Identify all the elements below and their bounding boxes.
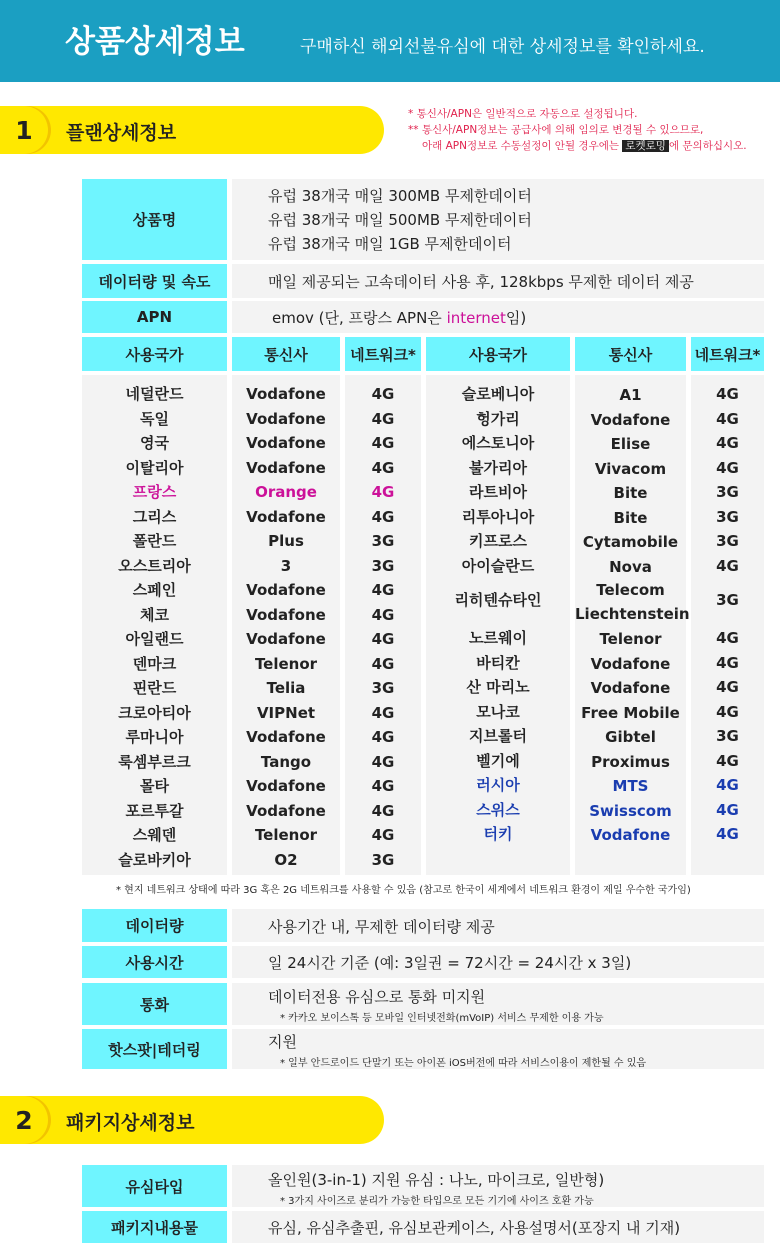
country-cell: 폴란드 — [132, 532, 177, 550]
section2-header — [0, 1096, 384, 1144]
section1-number: 1 — [0, 106, 48, 154]
carrier-cell: Vodafone — [246, 605, 326, 624]
country-cell: 오스트리아 — [118, 556, 191, 575]
network-cell: 4G — [716, 409, 739, 428]
country-cell: 키프로스 — [469, 532, 527, 550]
network-cell: 4G — [371, 630, 395, 648]
country-cell: 아이슬란드 — [461, 556, 535, 575]
col-header-network: 네트워크* — [691, 337, 764, 371]
data-value: 사용기간 내, 무제한 데이터량 제공 — [268, 918, 495, 936]
apn-label: APN — [82, 301, 227, 333]
network-cell: 3G — [716, 532, 739, 550]
country-cell: 벨기에 — [476, 751, 520, 770]
apn-pre: emov (단, 프랑스 APN은 — [272, 309, 447, 327]
network-cell: 4G — [716, 629, 739, 647]
product-label: 상품명 — [82, 179, 227, 260]
apn-note-3 — [408, 138, 747, 154]
sim-note: * 3가지 사이즈로 분리가 가능한 타입으로 모든 기기에 사이즈 호환 가능 — [280, 1196, 594, 1207]
col-header-country: 사용국가 — [426, 337, 570, 371]
carrier-cell: Swisscom — [589, 801, 672, 820]
page-header — [0, 0, 780, 82]
country-cell: 모나코 — [476, 702, 520, 721]
country-cell: 스위스 — [476, 800, 520, 819]
call-note: * 카카오 보이스톡 등 모바일 인터넷전화(mVoIP) 서비스 무제한 이용 가능 — [280, 1013, 604, 1024]
carrier-cell: Proximus — [591, 752, 670, 771]
time-value: 일 24시간 기준 (예: 3일권 = 72시간 = 24시간 x 3일) — [268, 954, 632, 972]
apn-note-3-post: 에 문의하십시오. — [668, 140, 747, 152]
country-cell: 룩셈부르크 — [118, 752, 191, 771]
network-cell: 4G — [716, 653, 739, 672]
time-label: 사용시간 — [82, 946, 227, 978]
speed-label: 데이터량 및 속도 — [82, 264, 227, 298]
network-cell: 3G — [371, 850, 395, 869]
network-cell: 4G — [716, 825, 739, 843]
product-value — [232, 179, 764, 260]
network-cell: 3G — [371, 532, 395, 550]
section2-number: 2 — [0, 1096, 48, 1144]
country-cell: 스웨덴 — [132, 826, 177, 844]
apn-note-2: ** 통신사/APN정보는 공급사에 의해 임의로 변경될 수 있으므로, — [408, 124, 704, 136]
network-cell: 4G — [371, 801, 395, 820]
page-title: 상품상세정보 — [65, 24, 245, 60]
apn-value — [272, 307, 526, 328]
network-cell: 4G — [716, 678, 739, 696]
carrier-cell: Vodafone — [246, 507, 326, 526]
network-cell: 4G — [371, 703, 395, 722]
network-cell: 4G — [371, 483, 395, 501]
country-cell: 리투아니아 — [461, 507, 535, 526]
carrier-cell: A1 — [619, 386, 642, 404]
network-footnote: * 현지 네트워크 상태에 따라 3G 혹은 2G 네트워크를 사용할 수 있음 (참고로 한국이 세계에서 네트워크 환경이 제일 우수한 국가임) — [116, 885, 691, 896]
carrier-cell: Vodafone — [246, 801, 326, 820]
carrier-cell: Nova — [609, 557, 652, 576]
carrier-cell: Vodafone — [590, 826, 671, 844]
country-cell: 핀란드 — [132, 679, 177, 697]
carrier-cell: Telecom — [596, 581, 665, 599]
carrier-cell: MTS — [612, 777, 649, 795]
col-header-network: 네트워크* — [345, 337, 421, 371]
package-label: 패키지내용물 — [82, 1211, 227, 1243]
country-cell: 에스토니아 — [461, 434, 535, 452]
country-cell: 아일랜드 — [125, 630, 184, 648]
country-cell: 덴마크 — [132, 654, 177, 673]
hotspot-row — [232, 1029, 764, 1069]
carrier-cell: Tango — [260, 752, 312, 771]
country-cell: 영국 — [140, 434, 169, 452]
carrier-cell: Telia — [266, 679, 306, 697]
hotspot-note: * 일부 안드로이드 단말기 또는 아이폰 iOS버전에 따라 서비스이용이 제한될 수 있음 — [280, 1058, 647, 1069]
data-label: 데이터량 — [82, 909, 227, 942]
product-item: 유럽 38개국 매일 500MB 무제한데이터 — [268, 211, 532, 229]
carrier-cell: Vodafone — [246, 777, 326, 795]
carrier-cell: Vodafone — [590, 679, 671, 697]
country-cell: 독일 — [140, 409, 169, 428]
apn-highlight: internet — [446, 309, 506, 327]
carrier-cell: Telenor — [254, 826, 318, 844]
carrier-cell: Vodafone — [590, 654, 671, 673]
country-cell: 크로아티아 — [118, 703, 191, 722]
carrier-cell: Liechtenstein — [575, 605, 690, 623]
network-cell: 4G — [716, 776, 739, 794]
carrier-cell: Vodafone — [590, 410, 671, 429]
carrier-cell: Vodafone — [246, 434, 326, 452]
network-cell: 4G — [716, 800, 739, 819]
network-cell: 3G — [716, 591, 739, 609]
carrier-cell: Vodafone — [246, 728, 326, 746]
package-row — [232, 1211, 764, 1243]
country-cell: 프랑스 — [132, 483, 177, 501]
country-cell: 산 마리노 — [466, 678, 530, 696]
carrier-cell: VIPNet — [256, 703, 316, 722]
network-cell: 4G — [371, 826, 395, 844]
country-cell: 몰타 — [140, 777, 169, 795]
network-cell: 3G — [716, 483, 739, 501]
carrier-cell: Bite — [613, 508, 648, 527]
carrier-cell: Vodafone — [246, 385, 326, 403]
country-cell: 리히텐슈타인 — [454, 591, 542, 609]
section1-title: 플랜상세정보 — [66, 122, 177, 144]
product-item: 유럽 38개국 매일 1GB 무제한데이터 — [268, 235, 512, 253]
carrier-cell: Gibtel — [605, 728, 656, 746]
carrier-cell: Telenor — [599, 630, 662, 648]
country-cell: 노르웨이 — [469, 629, 527, 647]
apn-note-3-pre: 아래 APN정보로 수동설정이 안될 경우에는 — [422, 140, 623, 152]
country-cell: 포르투갈 — [125, 801, 184, 820]
brand-highlight: 로켓로밍 — [622, 140, 669, 152]
country-cell: 스페인 — [132, 581, 177, 599]
apn-post: 임) — [505, 309, 527, 327]
carrier-cell: Vodafone — [246, 458, 326, 477]
hotspot-value: 지원 — [268, 1033, 297, 1051]
speed-row — [232, 264, 764, 298]
carrier-cell: Vodafone — [246, 581, 326, 599]
carrier-cell: Vivacom — [594, 459, 667, 478]
page-subtitle: 구매하신 해외선불유심에 대한 상세정보를 확인하세요. — [300, 37, 705, 57]
call-label: 통화 — [82, 983, 227, 1025]
carrier-cell: Bite — [613, 484, 648, 502]
carrier-cell: O2 — [274, 850, 298, 869]
carrier-cell: Vodafone — [246, 409, 326, 428]
carrier-cell: Orange — [255, 483, 317, 501]
carrier-cell: 3 — [280, 556, 292, 575]
col-header-carrier: 통신사 — [575, 337, 686, 371]
network-cell: 4G — [716, 556, 739, 575]
country-cell: 러시아 — [476, 776, 520, 794]
country-cell: 슬로바키아 — [118, 850, 191, 869]
network-cell: 4G — [716, 458, 739, 477]
country-cell: 불가리아 — [469, 458, 527, 477]
apn-notes — [408, 106, 747, 154]
apn-note-1: * 통신사/APN은 일반적으로 자동으로 설정됩니다. — [408, 108, 638, 120]
country-cell: 루마니아 — [125, 728, 184, 746]
network-cell: 4G — [371, 409, 395, 428]
country-cell: 바티칸 — [476, 653, 520, 672]
country-cell: 헝가리 — [476, 409, 520, 428]
network-cell: 3G — [716, 507, 739, 526]
data-row — [232, 909, 764, 942]
network-cell: 3G — [716, 727, 739, 745]
product-item: 유럽 38개국 매일 300MB 무제한데이터 — [268, 187, 532, 205]
hotspot-label: 핫스팟|테더링 — [82, 1029, 227, 1069]
carrier-cell: Telenor — [254, 654, 318, 673]
package-value: 유심, 유심추출핀, 유심보관케이스, 사용설명서(포장지 내 기재) — [268, 1219, 681, 1237]
network-cell: 4G — [371, 385, 395, 403]
network-cell: 4G — [716, 702, 739, 721]
sim-value: 올인원(3-in-1) 지원 유심 : 나노, 마이크로, 일반형) — [268, 1171, 605, 1189]
network-cell: 4G — [371, 605, 395, 624]
country-cell: 이탈리아 — [125, 458, 184, 477]
network-cell: 4G — [371, 777, 395, 795]
network-cell: 4G — [371, 728, 395, 746]
call-row — [232, 983, 764, 1025]
country-cell: 슬로베니아 — [461, 385, 535, 403]
network-cell: 4G — [371, 507, 395, 526]
country-cell: 그리스 — [132, 507, 177, 526]
col-header-carrier: 통신사 — [232, 337, 340, 371]
network-cell: 4G — [716, 385, 739, 403]
carrier-cell: Elise — [610, 435, 651, 453]
time-row — [232, 946, 764, 978]
network-cell: 4G — [716, 751, 739, 770]
carrier-cell: Vodafone — [246, 630, 326, 648]
network-cell: 4G — [371, 458, 395, 477]
carrier-cell: Cytamobile — [582, 533, 679, 551]
network-cell: 4G — [716, 434, 739, 452]
sim-label: 유심타입 — [82, 1165, 227, 1207]
network-cell: 4G — [371, 752, 395, 771]
carrier-cell: Free Mobile — [581, 703, 680, 722]
section1-header — [0, 106, 384, 154]
carrier-cell: Plus — [268, 532, 304, 550]
col-header-country: 사용국가 — [82, 337, 227, 371]
speed-value: 매일 제공되는 고속데이터 사용 후, 128kbps 무제한 데이터 제공 — [268, 273, 694, 291]
country-cell: 지브롤터 — [469, 727, 527, 745]
section2-title: 패키지상세정보 — [66, 1112, 195, 1134]
sim-row — [232, 1165, 764, 1207]
country-cell: 체코 — [140, 605, 169, 624]
network-cell: 4G — [371, 654, 395, 673]
network-cell: 4G — [371, 434, 395, 452]
call-value: 데이터전용 유심으로 통화 미지원 — [268, 988, 486, 1006]
apn-row — [232, 301, 764, 333]
country-cell: 네덜란드 — [125, 385, 184, 403]
country-cell: 라트비아 — [469, 483, 527, 501]
network-cell: 3G — [371, 679, 395, 697]
network-cell: 3G — [371, 556, 395, 575]
network-cell: 4G — [371, 581, 395, 599]
country-cell: 터키 — [483, 825, 513, 843]
